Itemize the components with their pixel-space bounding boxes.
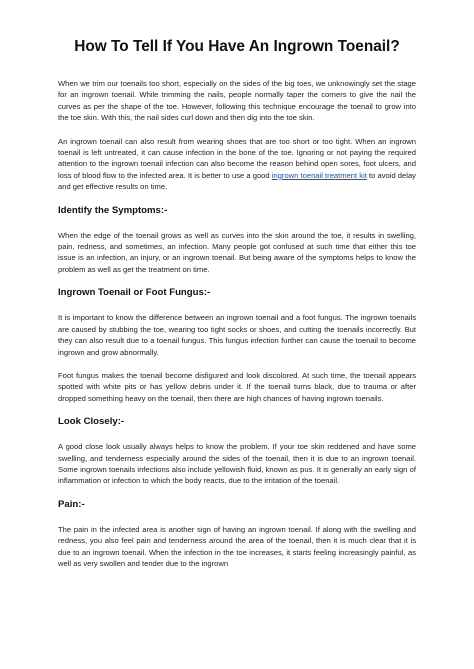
paragraph-intro: When we trim our toenails too short, especially on the sides of the big toes, we unknowingly set the stage for an ingrown toenail. While trimming the nails, people normally taper the corners to give the nail the curves as per the shape of the toe. However, following this technique encourage the toenail to grow into the toe skin. With this, the nail sides curl down and then dig into the toe skin.: [58, 79, 416, 123]
heading-pain: Pain:-: [58, 498, 85, 510]
paragraph-difference: It is important to know the difference between an ingrown toenail and a foot fungus. The ingrown toenails are caused by stubbing the toe, wearing too tight socks or shoes, and cutting the toenails incorrectly. But they can also result due to a toenail fungus. This fungus infection further can cause the toenail to become ingrown and grow abnormally.: [58, 313, 416, 357]
treatment-kit-link[interactable]: ingrown toenail treatment kit: [271, 170, 367, 180]
heading-look-closely: Look Closely:-: [58, 416, 125, 428]
paragraph-causes: [58, 136, 416, 193]
page-title: How To Tell If You Have An Ingrown Toenail?: [74, 38, 400, 55]
paragraph-pain: The pain in the infected area is another sign of having an ingrown toenail. If along with the swelling and redness, you also feel pain and tenderness around the area of the toenail, then it is much clear that it is due to an ingrown toenail. When the infection in the toe increases, it starts feeling increasingly painful, as well as very swollen and tender due to the ingrown: [58, 524, 416, 568]
paragraph-look-closely: A good close look usually always helps to know the problem. If your toe skin reddened and have some swelling, and tenderness especially around the sides of the toenail, then it is due to an ingrown toenail. Some ingrown toenails infections also include yellowish fluid, known as pus. It is generally an early sign of inflammation or infection to which the body reacts, due to the irritation of the toenail.: [58, 442, 416, 486]
heading-identify-symptoms: Identify the Symptoms:-: [58, 204, 168, 216]
heading-ingrown-or-fungus: Ingrown Toenail or Foot Fungus:-: [58, 287, 211, 299]
paragraph-fungus: Foot fungus makes the toenail become disfigured and look discolored. At such time, the toenail appears spotted with white pits or has yellow debris under it. If the toenail turns black, due to trauma or after dropped something heavy on the toenail, then there are high chances of having ingrown toenails.: [58, 370, 416, 403]
paragraph-symptoms: When the edge of the toenail grows as well as curves into the skin around the toe, it results in swelling, pain, redness, and sometimes, an infection. Many people got confused at such time that either this toe issue is an infection, an injury, or an ingrown toenail. But being aware of the symptoms helps to know the problem as well as get the treatment on time.: [58, 230, 416, 274]
paragraph-causes-text-end: to avoid delay and get effective results on time.: [58, 170, 416, 192]
paragraph-causes-text: An ingrown toenail can also result from wearing shoes that are too short or too tight. When an ingrown toenail is left untreated, it can cause infection in the bone of the toe. Ignoring or not paying the required attention to the ingrown toenail infection can also become the reason behind open sores, foot ulcers, and loss of blood flow to the infected area. It is better to use a good: [58, 136, 416, 180]
